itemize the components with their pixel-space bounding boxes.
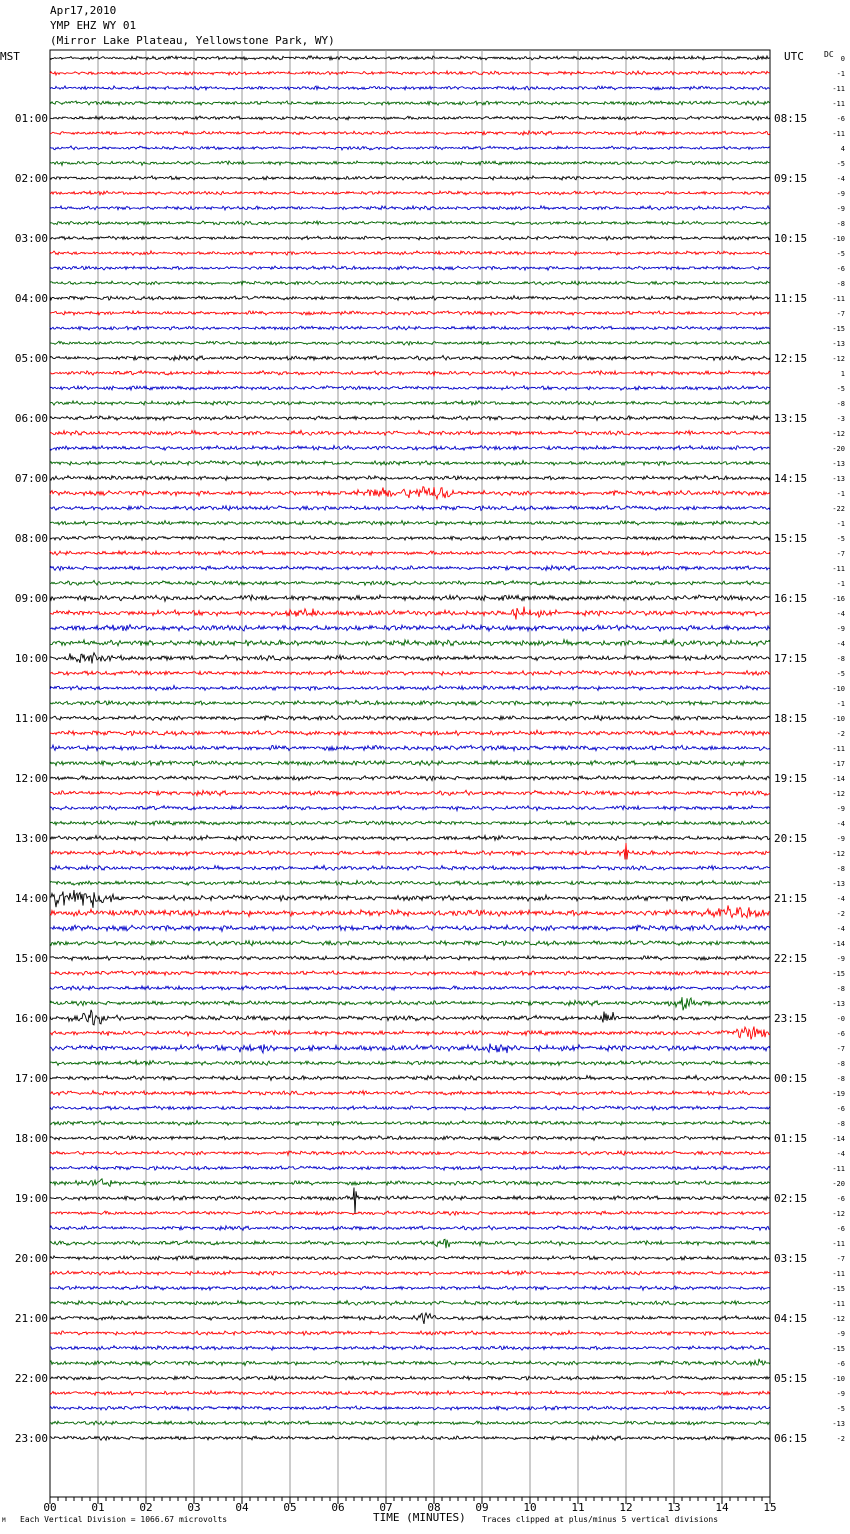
dc-offset-value: -15 (832, 970, 845, 978)
seismic-trace (50, 1226, 770, 1231)
right-hour-label: 06:15 (774, 1432, 808, 1445)
x-tick-label: 03 (187, 1501, 201, 1514)
seismic-trace (50, 326, 770, 330)
dc-offset-value: -9 (836, 1330, 845, 1338)
seismic-trace (50, 625, 770, 631)
seismic-trace (50, 716, 770, 721)
dc-offset-value: -8 (836, 1075, 845, 1083)
left-hour-label: 17:00 (14, 1072, 48, 1085)
dc-offset-value: -6 (836, 115, 845, 123)
seismic-trace (50, 581, 770, 586)
x-tick-label: 15 (763, 1501, 777, 1514)
dc-offset-value: -15 (832, 1345, 845, 1353)
seismic-trace (50, 311, 770, 315)
dc-offset-value: -8 (836, 865, 845, 873)
right-hour-label: 09:15 (774, 172, 808, 185)
seismic-trace (50, 296, 770, 301)
dc-offset-value: -9 (836, 625, 845, 633)
right-hour-label: 13:15 (774, 412, 808, 425)
seismic-trace (50, 86, 770, 90)
dc-offset-value: -9 (836, 190, 845, 198)
dc-offset-value: -7 (836, 1255, 845, 1263)
dc-offset-value: -1 (836, 70, 845, 78)
x-tick-label: 02 (139, 1501, 153, 1514)
seismic-trace (50, 1331, 770, 1336)
dc-offset-value: -7 (836, 310, 845, 318)
seismic-trace (50, 1256, 770, 1261)
left-hour-label: 07:00 (14, 472, 48, 485)
dc-offset-value: -1 (836, 490, 845, 498)
seismic-trace (50, 1106, 770, 1110)
seismic-trace (50, 386, 770, 391)
dc-offset-value: -15 (832, 325, 845, 333)
seismic-trace (50, 595, 770, 601)
dc-offset-value: -12 (832, 1315, 845, 1323)
left-hour-label: 14:00 (14, 892, 48, 905)
x-tick-label: 00 (43, 1501, 57, 1514)
dc-offset-value: -2 (836, 1435, 845, 1443)
right-hour-label: 19:15 (774, 772, 808, 785)
dc-offset-value: -9 (836, 955, 845, 963)
right-hour-label: 12:15 (774, 352, 808, 365)
dc-offset-value: -6 (836, 265, 845, 273)
x-tick-label: 06 (331, 1501, 345, 1514)
left-hour-label: 12:00 (14, 772, 48, 785)
seismic-trace (50, 1188, 770, 1215)
seismic-trace (50, 1010, 770, 1025)
x-axis-title: TIME (MINUTES) (373, 1511, 466, 1524)
left-hour-label: 13:00 (14, 832, 48, 845)
seismic-trace (50, 1436, 770, 1441)
dc-offset-value: -1 (836, 700, 845, 708)
right-timezone-label: UTC (784, 50, 804, 63)
seismic-trace (50, 1091, 770, 1096)
dc-offset-value: -11 (832, 1165, 845, 1173)
seismic-trace (50, 745, 770, 751)
dc-offset-value: -13 (832, 880, 845, 888)
seismic-trace (50, 1301, 770, 1306)
seismic-trace (50, 686, 770, 691)
dc-offset-value: -11 (832, 1240, 845, 1248)
dc-offset-value: -9 (836, 805, 845, 813)
left-hour-label: 02:00 (14, 172, 48, 185)
seismic-trace (50, 116, 770, 120)
dc-offset-value: -4 (836, 820, 845, 828)
dc-offset-value: -13 (832, 460, 845, 468)
x-tick-label: 09 (475, 1501, 489, 1514)
dc-offset-value: -17 (832, 760, 845, 768)
seismic-trace (50, 506, 770, 511)
x-tick-label: 14 (715, 1501, 729, 1514)
dc-offset-value: -14 (832, 940, 845, 948)
seismic-trace (50, 371, 770, 376)
right-hour-label: 11:15 (774, 292, 808, 305)
dc-offset-value: -0 (836, 1015, 845, 1023)
right-hour-label: 15:15 (774, 532, 808, 545)
dc-offset-value: -11 (832, 85, 845, 93)
seismic-trace (50, 1075, 770, 1080)
seismic-trace (50, 476, 770, 481)
dc-offset-value: -5 (836, 160, 845, 168)
dc-offset-value: -6 (836, 1030, 845, 1038)
left-hour-label: 04:00 (14, 292, 48, 305)
dc-offset-value: -7 (836, 1045, 845, 1053)
seismic-trace (50, 236, 770, 240)
dc-offset-value: -12 (832, 355, 845, 363)
seismic-trace (50, 131, 770, 135)
seismic-trace (50, 640, 770, 647)
seismic-trace (50, 843, 770, 860)
dc-offset-value: -11 (832, 130, 845, 138)
seismic-trace (50, 1166, 770, 1171)
seismic-trace (50, 865, 770, 870)
dc-offset-value: -13 (832, 340, 845, 348)
dc-offset-value: -8 (836, 400, 845, 408)
dc-offset-value: -7 (836, 550, 845, 558)
seismic-trace (50, 401, 770, 405)
seismic-trace (50, 790, 770, 795)
seismic-trace (50, 1406, 770, 1410)
dc-offset-value: -12 (832, 430, 845, 438)
seismic-trace (50, 1391, 770, 1396)
seismic-trace (50, 671, 770, 676)
seismic-trace (50, 191, 770, 195)
dc-offset-value: -4 (836, 610, 845, 618)
seismic-trace (50, 925, 770, 931)
dc-offset-value: -3 (836, 415, 845, 423)
dc-offset-value: -5 (836, 670, 845, 678)
dc-offset-value: -4 (836, 640, 845, 648)
x-tick-label: 07 (379, 1501, 393, 1514)
left-hour-label: 10:00 (14, 652, 48, 665)
dc-offset-value: -12 (832, 790, 845, 798)
dc-offset-value: -20 (832, 445, 845, 453)
dc-offset-value: -2 (836, 910, 845, 918)
seismic-trace (50, 1044, 770, 1054)
left-hour-label: 06:00 (14, 412, 48, 425)
dc-offset-value: -6 (836, 1360, 845, 1368)
seismic-trace (50, 266, 770, 270)
seismic-trace (50, 776, 770, 781)
seismic-trace (50, 551, 770, 556)
seismic-trace (50, 1211, 770, 1215)
left-hour-label: 15:00 (14, 952, 48, 965)
right-hour-label: 00:15 (774, 1072, 808, 1085)
dc-offset-value: 0 (840, 55, 845, 63)
dc-offset-value: -11 (832, 100, 845, 108)
left-hour-label: 09:00 (14, 592, 48, 605)
right-hour-label: 14:15 (774, 472, 808, 485)
seismic-trace (50, 566, 770, 571)
dc-offset-value: -5 (836, 385, 845, 393)
station-id: YMP EHZ WY 01 (50, 19, 137, 32)
dc-offset-value: -10 (832, 685, 845, 693)
right-hour-label: 01:15 (774, 1132, 808, 1145)
seismic-trace (50, 1286, 770, 1290)
seismic-trace (50, 487, 770, 499)
seismic-trace (50, 1376, 770, 1380)
seismic-trace (50, 1061, 770, 1066)
dc-offset-value: -12 (832, 850, 845, 858)
right-hour-label: 03:15 (774, 1252, 808, 1265)
dc-offset-value: -8 (836, 655, 845, 663)
dc-offset-value: -8 (836, 1060, 845, 1068)
seismic-trace (50, 1136, 770, 1141)
dc-offset-value: -2 (836, 730, 845, 738)
seismic-trace (50, 653, 770, 664)
dc-offset-value: -6 (836, 1195, 845, 1203)
seismic-trace (50, 221, 770, 225)
left-hour-label: 23:00 (14, 1432, 48, 1445)
seismic-trace (50, 730, 770, 736)
dc-offset-value: -13 (832, 1420, 845, 1428)
seismic-trace (50, 461, 770, 466)
dc-offset-value: -10 (832, 1375, 845, 1383)
dc-offset-value: -11 (832, 295, 845, 303)
dc-offset-value: -4 (836, 1150, 845, 1158)
left-hour-label: 18:00 (14, 1132, 48, 1145)
seismic-trace (50, 881, 770, 886)
dc-offset-value: -9 (836, 205, 845, 213)
seismic-trace (50, 176, 770, 180)
seismic-trace (50, 835, 770, 840)
dc-offset-value: -13 (832, 475, 845, 483)
dc-offset-value: -4 (836, 895, 845, 903)
dc-offset-header: DC (824, 50, 834, 59)
dc-offset-value: 4 (840, 145, 845, 153)
x-tick-label: 01 (91, 1501, 105, 1514)
right-hour-label: 17:15 (774, 652, 808, 665)
clip-note: Traces clipped at plus/minus 5 vertical divisions (482, 1515, 719, 1524)
seismic-trace (50, 1239, 770, 1248)
dc-offset-value: -10 (832, 715, 845, 723)
seismic-trace (50, 161, 770, 165)
seismic-trace (50, 1151, 770, 1155)
seismic-trace (50, 430, 770, 435)
dc-offset-value: -5 (836, 250, 845, 258)
right-hour-label: 16:15 (774, 592, 808, 605)
seismic-trace (50, 1027, 770, 1040)
seismic-trace (50, 1313, 770, 1324)
seismic-trace (50, 905, 770, 917)
dc-offset-value: -10 (832, 235, 845, 243)
dc-offset-value: -8 (836, 985, 845, 993)
seismic-trace (50, 700, 770, 705)
left-timezone-label: MST (0, 50, 20, 63)
left-hour-label: 16:00 (14, 1012, 48, 1025)
corner-mark: M (2, 1517, 6, 1524)
right-hour-label: 08:15 (774, 112, 808, 125)
left-hour-label: 11:00 (14, 712, 48, 725)
left-hour-label: 20:00 (14, 1252, 48, 1265)
x-tick-label: 05 (283, 1501, 297, 1514)
right-hour-label: 04:15 (774, 1312, 808, 1325)
dc-offset-value: -6 (836, 1105, 845, 1113)
seismic-trace (50, 1179, 770, 1187)
dc-offset-value: -8 (836, 220, 845, 228)
seismic-trace (50, 71, 770, 75)
seismic-trace (50, 1271, 770, 1275)
seismic-trace (50, 1421, 770, 1425)
seismic-trace (50, 416, 770, 421)
seismic-trace (50, 356, 770, 361)
dc-offset-value: -11 (832, 1300, 845, 1308)
seismic-trace (50, 446, 770, 451)
dc-offset-value: -5 (836, 1405, 845, 1413)
dc-offset-value: -20 (832, 1180, 845, 1188)
x-tick-label: 12 (619, 1501, 633, 1514)
dc-offset-value: -14 (832, 1135, 845, 1143)
dc-offset-value: -11 (832, 1270, 845, 1278)
dc-offset-value: -15 (832, 1285, 845, 1293)
right-hour-label: 22:15 (774, 952, 808, 965)
right-hour-label: 05:15 (774, 1372, 808, 1385)
dc-offset-value: -6 (836, 1225, 845, 1233)
seismic-trace (50, 341, 770, 345)
seismic-trace (50, 1359, 770, 1366)
seismic-trace (50, 536, 770, 540)
seismic-trace (50, 101, 770, 105)
seismic-trace (50, 821, 770, 826)
x-tick-label: 08 (427, 1501, 441, 1514)
dc-offset-value: -11 (832, 745, 845, 753)
seismic-trace (50, 607, 770, 620)
seismic-trace (50, 281, 770, 285)
dc-offset-value: -19 (832, 1090, 845, 1098)
right-hour-label: 21:15 (774, 892, 808, 905)
x-tick-label: 13 (667, 1501, 681, 1514)
left-hour-label: 05:00 (14, 352, 48, 365)
seismic-trace (50, 997, 770, 1010)
station-location: (Mirror Lake Plateau, Yellowstone Park, WY) (50, 34, 335, 47)
seismic-trace (50, 986, 770, 991)
left-hour-label: 21:00 (14, 1312, 48, 1325)
seismic-trace (50, 971, 770, 976)
dc-offset-value: -1 (836, 580, 845, 588)
right-hour-label: 23:15 (774, 1012, 808, 1025)
dc-offset-value: -4 (836, 175, 845, 183)
left-hour-label: 08:00 (14, 532, 48, 545)
left-hour-label: 01:00 (14, 112, 48, 125)
dc-offset-value: -13 (832, 1000, 845, 1008)
dc-offset-value: -5 (836, 535, 845, 543)
plot-date: Apr17,2010 (50, 4, 117, 17)
x-tick-label: 04 (235, 1501, 249, 1514)
dc-offset-value: -14 (832, 775, 845, 783)
dc-offset-value: -12 (832, 1210, 845, 1218)
seismic-trace (50, 206, 770, 210)
seismic-trace (50, 761, 770, 766)
dc-offset-column (832, 55, 845, 1443)
dc-offset-value: -8 (836, 280, 845, 288)
dc-offset-value: -11 (832, 565, 845, 573)
x-tick-label: 11 (571, 1501, 585, 1514)
seismic-trace (50, 941, 770, 946)
seismic-trace (50, 521, 770, 526)
seismic-trace (50, 56, 770, 60)
seismic-trace (50, 1346, 770, 1351)
seismic-trace (50, 146, 770, 150)
seismic-trace (50, 1121, 770, 1126)
seismic-trace (50, 956, 770, 961)
seismic-trace (50, 890, 770, 908)
right-hour-label: 10:15 (774, 232, 808, 245)
dc-offset-value: -22 (832, 505, 845, 513)
left-hour-label: 03:00 (14, 232, 48, 245)
right-hour-label: 02:15 (774, 1192, 808, 1205)
left-hour-label: 22:00 (14, 1372, 48, 1385)
right-hour-label: 20:15 (774, 832, 808, 845)
dc-offset-value: -4 (836, 925, 845, 933)
right-hour-label: 18:15 (774, 712, 808, 725)
dc-offset-value: -9 (836, 835, 845, 843)
dc-offset-value: -16 (832, 595, 845, 603)
trace-group (50, 56, 770, 1441)
dc-offset-value: 1 (840, 370, 845, 378)
vertical-division-note: Each Vertical Division = 1066.67 microvolts (20, 1515, 228, 1524)
dc-offset-value: -9 (836, 1390, 845, 1398)
left-hour-label: 19:00 (14, 1192, 48, 1205)
dc-offset-value: -8 (836, 1120, 845, 1128)
seismic-trace (50, 806, 770, 811)
x-tick-label: 10 (523, 1501, 537, 1514)
dc-offset-value: -1 (836, 520, 845, 528)
seismic-trace (50, 251, 770, 255)
